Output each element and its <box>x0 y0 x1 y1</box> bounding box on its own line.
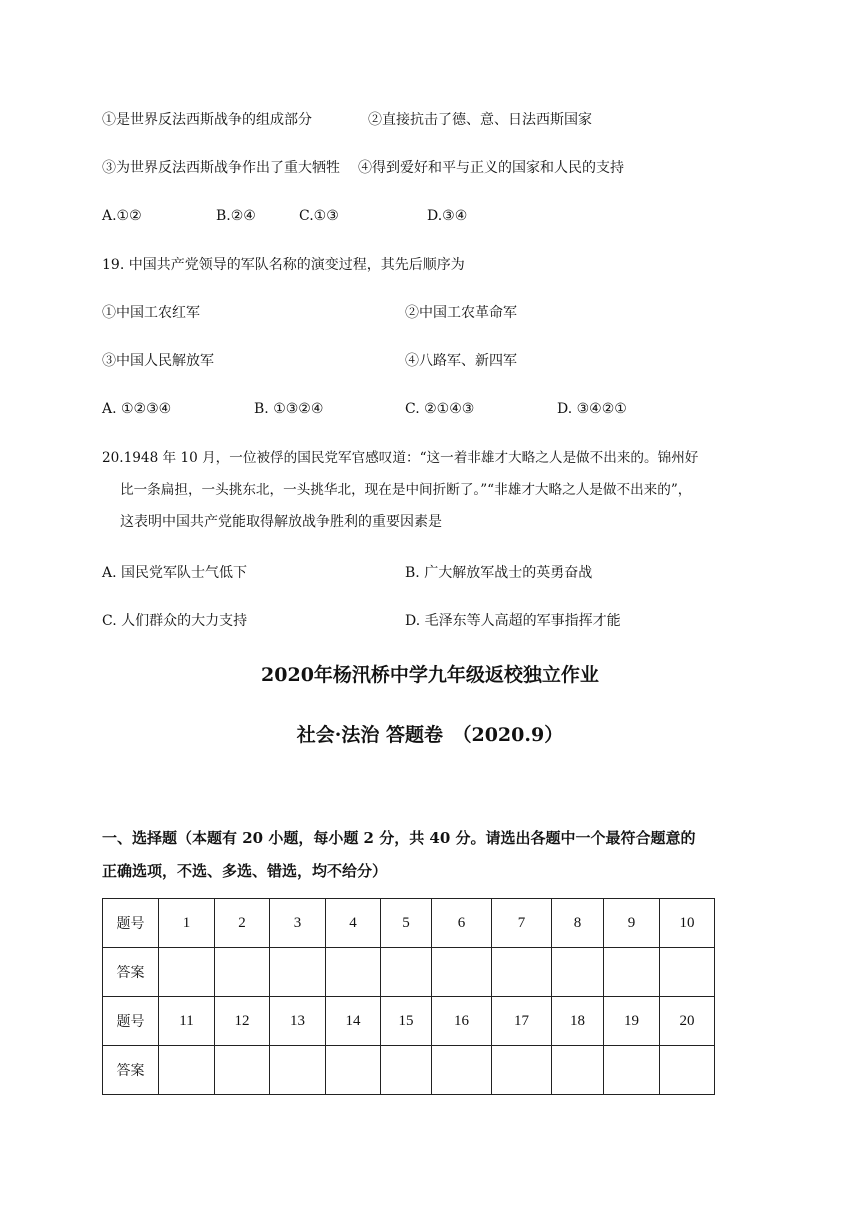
answer-cell[interactable] <box>432 948 492 997</box>
answer-cell[interactable] <box>604 948 660 997</box>
number-cell: 13 <box>270 997 326 1046</box>
q18-option-a: A.①② <box>102 208 142 224</box>
q18-item-1: ①是世界反法西斯战争的组成部分 <box>102 112 312 128</box>
number-cell: 10 <box>660 899 715 948</box>
number-cell: 7 <box>492 899 552 948</box>
number-row-2 <box>103 997 715 1046</box>
q18-option-d: D.③④ <box>427 208 468 224</box>
number-cell: 6 <box>432 899 492 948</box>
row-label-answer: 答案 <box>103 1046 159 1095</box>
answer-cell[interactable] <box>492 948 552 997</box>
q19-option-c: C. ②①④③ <box>405 401 475 417</box>
q18-option-b: B.②④ <box>216 208 256 224</box>
number-cell: 12 <box>215 997 270 1046</box>
answer-cell[interactable] <box>215 1046 270 1095</box>
answer-cell[interactable] <box>552 948 604 997</box>
q19-item-4: ④八路军、新四军 <box>405 353 517 369</box>
answer-sheet-subtitle: 社会·法治 答题卷 （2020.9） <box>296 724 564 746</box>
number-cell: 8 <box>552 899 604 948</box>
q20-stem-line-1: 20.1948 年 10 月，一位被俘的国民党军官感叹道：“这一着非雄才大略之人是做不出来的。锦州好 <box>102 450 699 466</box>
row-label-answer: 答案 <box>103 948 159 997</box>
number-cell: 14 <box>326 997 381 1046</box>
number-cell: 4 <box>326 899 381 948</box>
number-cell: 9 <box>604 899 660 948</box>
number-cell: 5 <box>381 899 432 948</box>
answer-cell[interactable] <box>159 1046 215 1095</box>
answer-cell[interactable] <box>381 948 432 997</box>
q20-option-a: A. 国民党军队士气低下 <box>102 565 248 581</box>
number-cell: 3 <box>270 899 326 948</box>
answer-cell[interactable] <box>492 1046 552 1095</box>
q20-stem-line-2: 比一条扁担，一头挑东北，一头挑华北，现在是中间折断了。”“非雄才大略之人是做不出来的”， <box>120 482 692 498</box>
q20-option-b: B. 广大解放军战士的英勇奋战 <box>405 565 593 581</box>
answer-cell[interactable] <box>270 948 326 997</box>
number-cell: 16 <box>432 997 492 1046</box>
answer-cell[interactable] <box>326 1046 381 1095</box>
section-instructions-line-1: 一、选择题（本题有 20 小题，每小题 2 分，共 40 分。请选出各题中一个最符合题意的 <box>102 829 696 847</box>
number-cell: 18 <box>552 997 604 1046</box>
number-cell: 19 <box>604 997 660 1046</box>
q19-item-1: ①中国工农红军 <box>102 305 200 321</box>
q19-item-2: ②中国工农革命军 <box>405 305 517 321</box>
number-cell: 15 <box>381 997 432 1046</box>
q19-option-b: B. ①③②④ <box>254 401 324 417</box>
q19-item-3: ③中国人民解放军 <box>102 353 214 369</box>
answer-cell[interactable] <box>660 1046 715 1095</box>
number-cell: 20 <box>660 997 715 1046</box>
q19-option-d: D. ③④②① <box>557 401 627 417</box>
number-cell: 1 <box>159 899 215 948</box>
q19-stem: 19. 中国共产党领导的军队名称的演变过程，其先后顺序为 <box>102 257 465 273</box>
answer-cell[interactable] <box>552 1046 604 1095</box>
q18-item-2: ②直接抗击了德、意、日法西斯国家 <box>368 112 592 128</box>
q20-option-d: D. 毛泽东等人高超的军事指挥才能 <box>405 613 621 629</box>
answer-cell[interactable] <box>432 1046 492 1095</box>
q20-option-c: C. 人们群众的大力支持 <box>102 613 248 629</box>
answer-row-1 <box>103 948 715 997</box>
number-cell: 2 <box>215 899 270 948</box>
answer-cell[interactable] <box>215 948 270 997</box>
q19-option-a: A. ①②③④ <box>102 401 172 417</box>
answer-cell[interactable] <box>326 948 381 997</box>
answer-sheet-title: 2020年杨汛桥中学九年级返校独立作业 <box>261 664 599 686</box>
q20-stem-line-3: 这表明中国共产党能取得解放战争胜利的重要因素是 <box>120 514 442 530</box>
answer-row-2 <box>103 1046 715 1095</box>
number-cell: 11 <box>159 997 215 1046</box>
section-instructions-line-2: 正确选项，不选、多选、错选，均不给分） <box>102 862 388 880</box>
number-cell: 17 <box>492 997 552 1046</box>
q18-option-c: C.①③ <box>299 208 339 224</box>
q18-item-4: ④得到爱好和平与正义的国家和人民的支持 <box>358 160 624 176</box>
answer-cell[interactable] <box>270 1046 326 1095</box>
answer-cell[interactable] <box>381 1046 432 1095</box>
answer-cell[interactable] <box>660 948 715 997</box>
row-label-number: 题号 <box>103 997 159 1046</box>
answer-cell[interactable] <box>159 948 215 997</box>
answer-table <box>102 898 715 1095</box>
number-row-1 <box>103 899 715 948</box>
row-label-number: 题号 <box>103 899 159 948</box>
answer-cell[interactable] <box>604 1046 660 1095</box>
q18-item-3: ③为世界反法西斯战争作出了重大牺牲 <box>102 160 340 176</box>
